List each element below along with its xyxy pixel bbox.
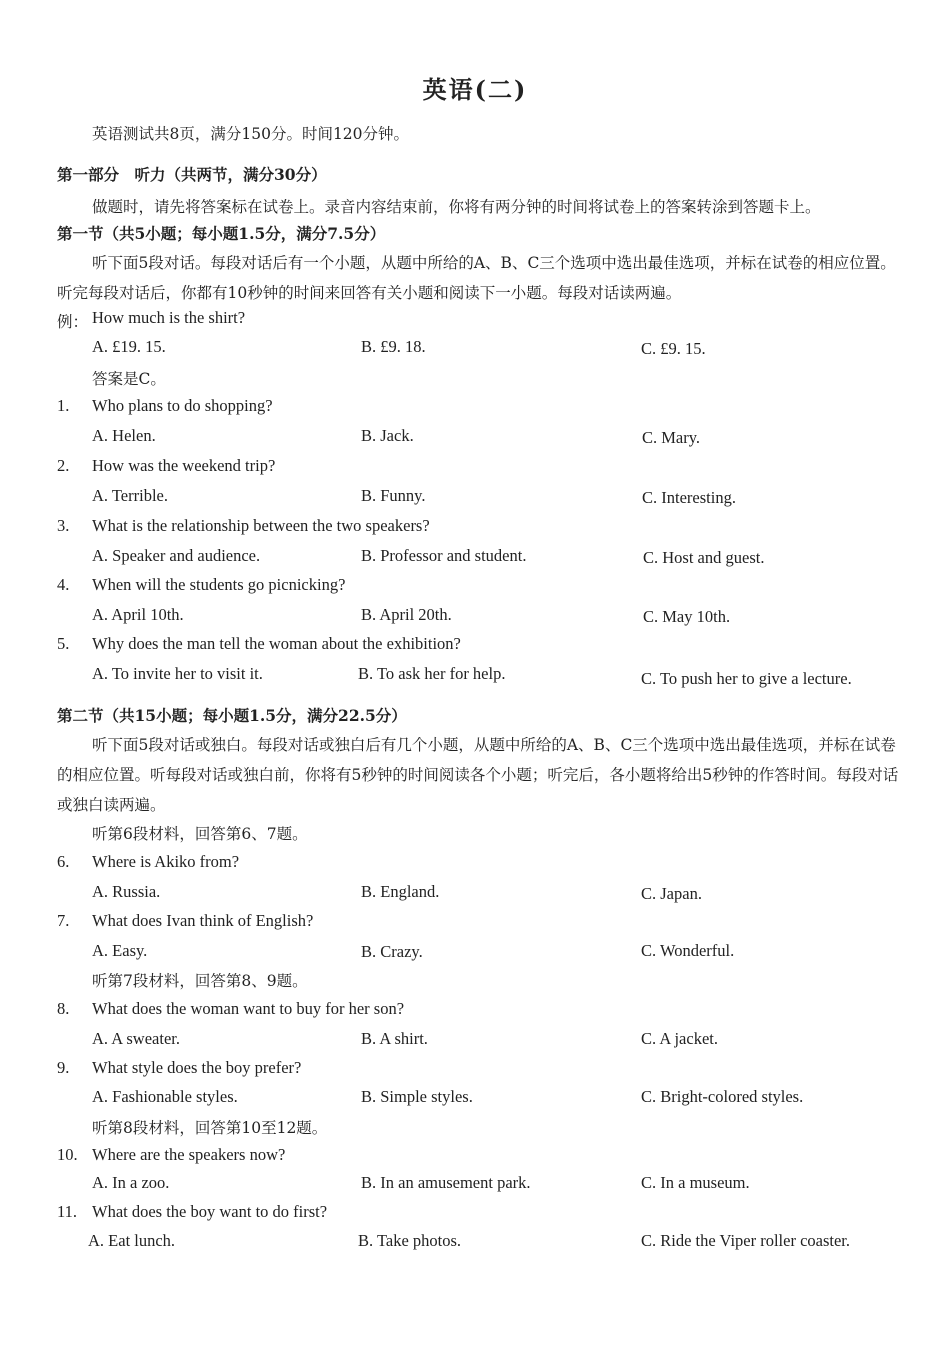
option-a: A. Helen. <box>92 426 156 445</box>
option-c: C. Interesting. <box>642 488 736 507</box>
option-b: B. England. <box>361 882 440 901</box>
option-c: C. Bright-colored styles. <box>641 1087 804 1106</box>
option-c: C. Ride the Viper roller coaster. <box>641 1231 851 1250</box>
option-a: A. Russia. <box>92 882 161 901</box>
section2-instruction: 听下面5段对话或独白。每段对话或独白后有几个小题，从题中所给的A、B、C三个选项中选出最佳选项，并标在试卷的相应位置。听每段对话或独白前，你将有5秒钟的时间阅读各个小题；听完后，各小题将给出5秒钟的作答时间。每段对话或独白读两遍。 <box>57 736 899 814</box>
example-option-c: C. £9. 15. <box>641 339 706 358</box>
question-number: 8. <box>57 999 70 1018</box>
question-number: 9. <box>57 1058 70 1077</box>
question-number: 11. <box>57 1202 78 1221</box>
option-c: C. Host and guest. <box>643 548 765 567</box>
question-text: What does Ivan think of English? <box>92 911 314 930</box>
option-a: A. Speaker and audience. <box>92 546 261 565</box>
option-b: B. Funny. <box>361 486 426 505</box>
material-label: 听第6段材料，回答第6、7题。 <box>92 825 308 843</box>
option-c: C. In a museum. <box>641 1173 750 1192</box>
option-a: A. Fashionable styles. <box>92 1087 238 1106</box>
option-c: C. Japan. <box>641 884 702 903</box>
example-question: How much is the shirt? <box>92 308 246 327</box>
question-text: What style does the boy prefer? <box>92 1058 302 1077</box>
question-number: 1. <box>57 396 70 415</box>
question-number: 2. <box>57 456 70 475</box>
question-number: 5. <box>57 634 70 653</box>
question-text: Where is Akiko from? <box>92 852 240 871</box>
question-number: 7. <box>57 911 70 930</box>
question-number: 3. <box>57 516 70 535</box>
example-prefix: 例： <box>57 313 89 331</box>
option-a: A. Eat lunch. <box>88 1231 176 1250</box>
material-label: 听第7段材料，回答第8、9题。 <box>92 972 308 990</box>
option-b: B. To ask her for help. <box>358 664 506 683</box>
option-b: B. A shirt. <box>361 1029 428 1048</box>
question-text: Who plans to do shopping? <box>92 396 273 415</box>
section1-heading: 第一节（共5小题；每小题1.5分，满分7.5分） <box>57 224 386 243</box>
section2-heading: 第二节（共15小题；每小题1.5分，满分22.5分） <box>57 706 407 725</box>
intro-text: 英语测试共8页，满分150分。时间120分钟。 <box>92 125 410 143</box>
option-c: C. Mary. <box>642 428 701 447</box>
option-b: B. Crazy. <box>361 942 423 961</box>
option-a: A. A sweater. <box>92 1029 180 1048</box>
question-text: What does the woman want to buy for her son? <box>92 999 405 1018</box>
section1-instruction: 听下面5段对话。每段对话后有一个小题，从题中所给的A、B、C三个选项中选出最佳选项，并标在试卷的相应位置。听完每段对话后，你都有10秒钟的时间来回答有关小题和阅读下一小题。每段对话读两遍。 <box>57 254 896 302</box>
question-number: 10. <box>57 1145 78 1164</box>
option-a: A. April 10th. <box>92 605 184 624</box>
option-b: B. Take photos. <box>358 1231 462 1250</box>
option-a: A. Easy. <box>92 941 148 960</box>
question-text: How was the weekend trip? <box>92 456 276 475</box>
question-text: What is the relationship between the two speakers? <box>92 516 430 535</box>
question-text: When will the students go picnicking? <box>92 575 346 594</box>
question-text: Why does the man tell the woman about the exhibition? <box>92 634 461 653</box>
part1-instruction: 做题时，请先将答案标在试卷上。录音内容结束前，你将有两分钟的时间将试卷上的答案转涂到答题卡上。 <box>92 198 821 216</box>
question-number: 4. <box>57 575 70 594</box>
option-b: B. Jack. <box>361 426 414 445</box>
material-label: 听第8段材料，回答第10至12题。 <box>92 1119 328 1137</box>
option-b: B. Professor and student. <box>361 546 527 565</box>
option-a: A. To invite her to visit it. <box>92 664 263 683</box>
option-b: B. April 20th. <box>361 605 452 624</box>
question-text: What does the boy want to do first? <box>92 1202 328 1221</box>
example-option-a: A. £19. 15. <box>92 337 166 356</box>
option-c: C. Wonderful. <box>641 941 735 960</box>
part1-heading: 第一部分 听力（共两节，满分30分） <box>57 165 327 184</box>
option-c: C. May 10th. <box>643 607 731 626</box>
example-answer: 答案是C。 <box>92 370 166 388</box>
option-a: A. Terrible. <box>92 486 168 505</box>
question-text: Where are the speakers now? <box>92 1145 286 1164</box>
question-number: 6. <box>57 852 70 871</box>
option-a: A. In a zoo. <box>92 1173 170 1192</box>
option-c: C. To push her to give a lecture. <box>641 669 852 688</box>
option-b: B. In an amusement park. <box>361 1173 531 1192</box>
example-option-b: B. £9. 18. <box>361 337 426 356</box>
option-c: C. A jacket. <box>641 1029 718 1048</box>
option-b: B. Simple styles. <box>361 1087 473 1106</box>
page-title: 英语(二) <box>422 75 528 104</box>
